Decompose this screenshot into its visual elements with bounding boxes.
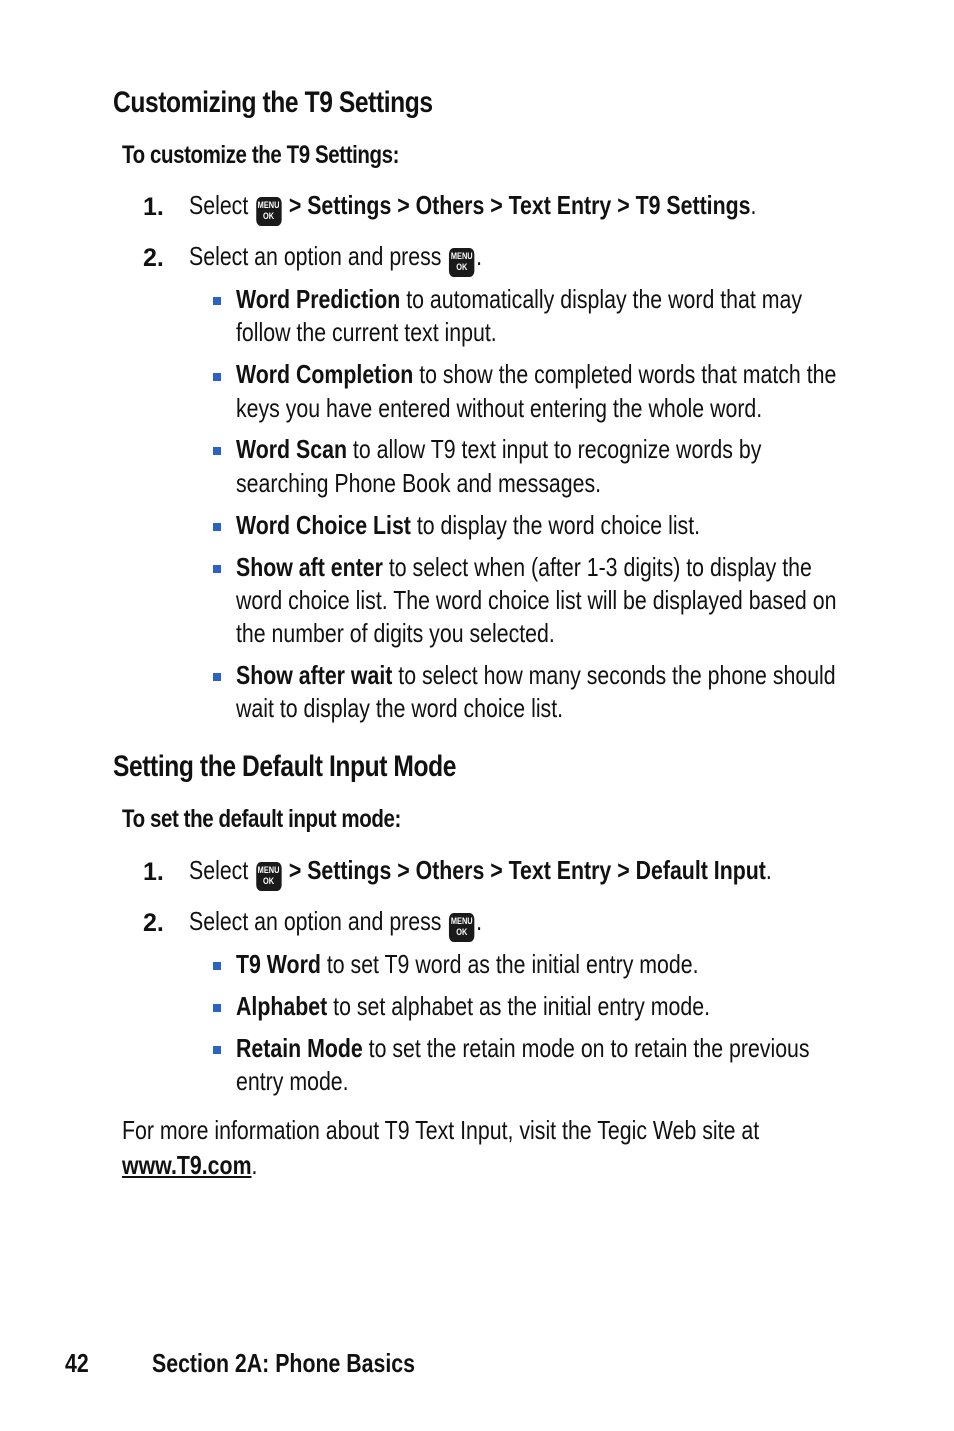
option-line: follow the current text input. bbox=[236, 317, 497, 347]
option-retain-mode: Retain Mode to set the retain mode on to retain the previous bbox=[236, 1033, 810, 1063]
section-title: Setting the Default Input Mode bbox=[113, 750, 457, 783]
step-number: 2. bbox=[143, 244, 164, 272]
bullet-icon bbox=[213, 523, 221, 531]
bullet-icon bbox=[213, 673, 221, 681]
bullet-icon bbox=[213, 297, 221, 305]
section-title: Customizing the T9 Settings bbox=[113, 86, 433, 119]
option-alphabet: Alphabet to set alphabet as the initial entry mode. bbox=[236, 991, 711, 1021]
option-word-choice-list: Word Choice List to display the word choice list. bbox=[236, 510, 701, 540]
step-1: Select MENU OK > Settings > Others > Text Entry > Default Input. bbox=[189, 855, 900, 891]
menu-ok-key-icon: MENU OK bbox=[449, 248, 474, 277]
option-line: the number of digits you selected. bbox=[236, 618, 555, 648]
bullet-icon bbox=[213, 565, 221, 573]
info-link-line: www.T9.com. bbox=[122, 1150, 258, 1180]
option-word-prediction: Word Prediction to automatically display the word that may bbox=[236, 284, 802, 314]
step-number: 2. bbox=[143, 909, 164, 937]
option-show-aft-enter: Show aft enter to select when (after 1-3 digits) to display the bbox=[236, 552, 812, 582]
option-line: searching Phone Book and messages. bbox=[236, 468, 602, 498]
bullet-icon bbox=[213, 447, 221, 455]
bullet-icon bbox=[213, 1004, 221, 1012]
step-1: Select MENU OK > Settings > Others > Text Entry > T9 Settings. bbox=[189, 190, 881, 226]
menu-ok-key-icon: MENU OK bbox=[256, 862, 281, 891]
section-footer: Section 2A: Phone Basics bbox=[152, 1348, 416, 1378]
option-line: word choice list. The word choice list will be displayed based on bbox=[236, 585, 837, 615]
bullet-icon bbox=[213, 962, 221, 970]
page-number: 42 bbox=[65, 1348, 89, 1378]
section-subtitle: To customize the T9 Settings: bbox=[122, 141, 400, 169]
menu-ok-key-icon: MENU OK bbox=[449, 913, 474, 942]
option-line: keys you have entered without entering the whole word. bbox=[236, 393, 763, 423]
option-line: wait to display the word choice list. bbox=[236, 693, 564, 723]
step-number: 1. bbox=[143, 858, 164, 886]
option-word-scan: Word Scan to allow T9 text input to recognize words by bbox=[236, 434, 762, 464]
section-subtitle: To set the default input mode: bbox=[122, 805, 401, 833]
step-2: Select an option and press MENU OK . bbox=[189, 241, 546, 277]
option-line: entry mode. bbox=[236, 1066, 349, 1096]
option-show-after-wait: Show after wait to select how many seconds the phone should bbox=[236, 660, 836, 690]
option-word-completion: Word Completion to show the completed words that match the bbox=[236, 359, 837, 389]
step-2: Select an option and press MENU OK . bbox=[189, 906, 546, 942]
option-t9-word: T9 Word to set T9 word as the initial entry mode. bbox=[236, 949, 699, 979]
t9-website-link[interactable]: www.T9.com bbox=[122, 1150, 252, 1180]
bullet-icon bbox=[213, 373, 221, 381]
bullet-icon bbox=[213, 1046, 221, 1054]
menu-ok-key-icon: MENU OK bbox=[256, 197, 281, 226]
info-text: For more information about T9 Text Input, visit the Tegic Web site at bbox=[122, 1115, 760, 1145]
step-number: 1. bbox=[143, 193, 164, 221]
